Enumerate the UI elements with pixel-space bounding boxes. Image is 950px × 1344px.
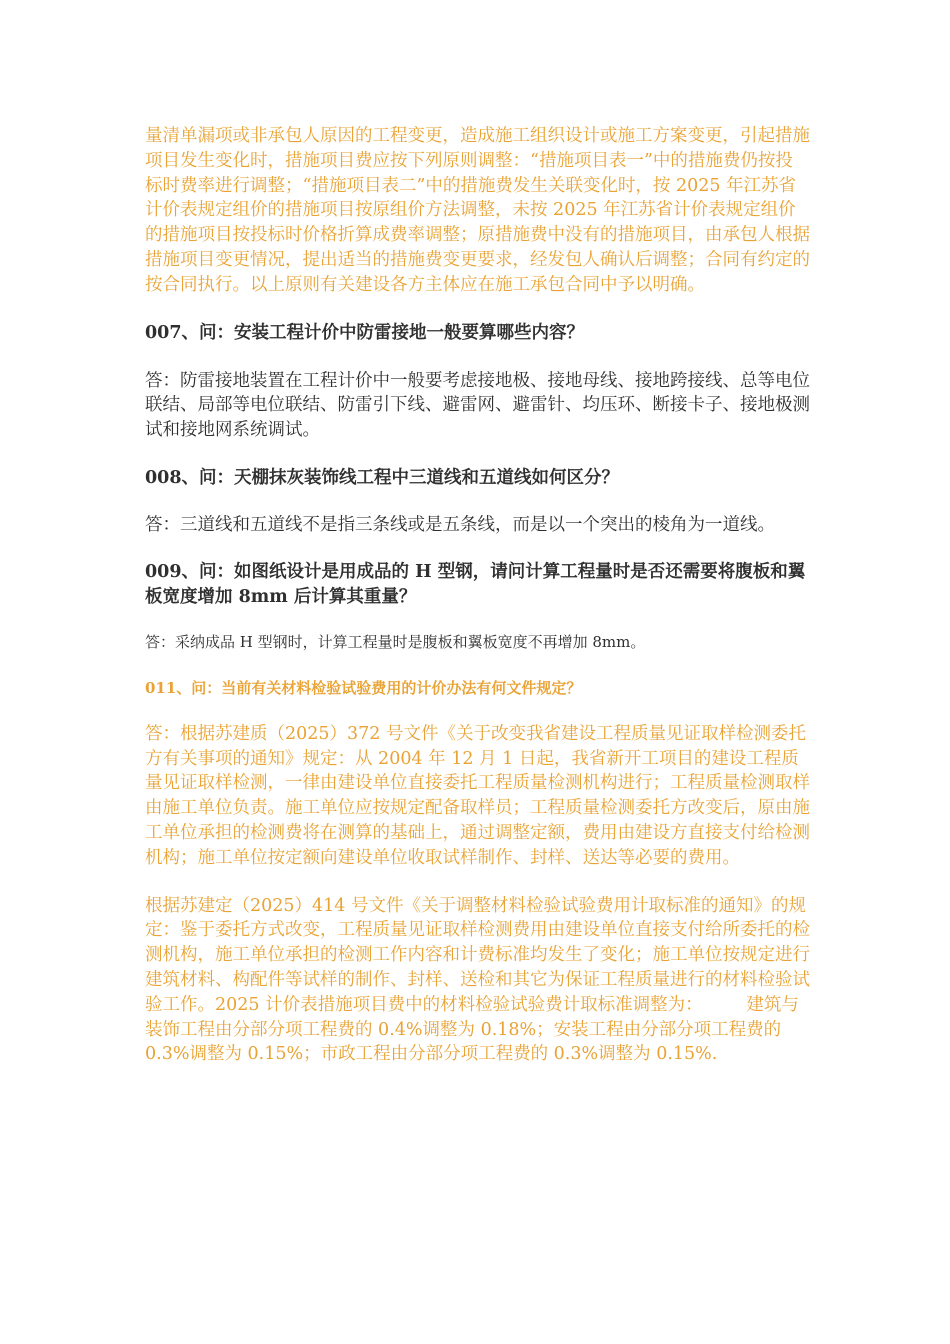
question-009: 009、问：如图纸设计是用成品的 H 型钢，请问计算工程量时是否还需要将腹板和翼板宽度增加 8mm 后计算其重量？ xyxy=(145,561,806,607)
question-011: 011、问：当前有关材料检验试验费用的计价办法有何文件规定？ xyxy=(145,678,582,697)
intro-paragraph: 量清单漏项或非承包人原因的工程变更，造成施工组织设计或施工方案变更，引起措施项目发生变化时，措施项目费应按下列原则调整：“措施项目表一”中的措施费仍按投标时费率进行调整；“措施项目表二”中的措施费发生关联变化时，按 2025 年江苏省计价表规定组价的措施项目按原组价方法调整，未按 2025 年江苏省计价表规定组价的措施项目按投标时价格折算成费率调整；原措施费中没有的措施项目，由承包人根据措施项目变更情况，提出适当的措施费变更要求，经发包人确认后调整；合同有约定的按合同执行。以上原则有关建设各方主体应在施工承包合同中予以明确。 xyxy=(145,126,810,295)
answer-011-part2: 根据苏建定（2025）414 号文件《关于调整材料检验试验费用计取标准的通知》的规定：鉴于委托方式改变，工程质量见证取样检测费用由建设单位直接支付给所委托的检测机构，施工单位承担的检测工作内容和计费标准均发生了变化；施工单位按规定进行建筑材料、构配件等试样的制作、封样、送检和其它为保证工程质量进行的材料检验试验工作。2025 计价表措施项目费中的材料检验试验费计取标准调整为： 建筑与装饰工程由分部分项工程费的 0.4%调整为 0.18%；安装工程由分部分项工程费的 0.3%调整为 0.15%；市政工程由分部分项工程费的 0.3%调整为 0.15%. xyxy=(145,895,810,1065)
answer-007: 答：防雷接地装置在工程计价中一般要考虑接地极、接地母线、接地跨接线、总等电位联结、局部等电位联结、防雷引下线、避雷网、避雷针、均压环、断接卡子、接地极测试和接地网系统调试。 xyxy=(145,370,810,441)
answer-009: 答：采纳成品 H 型钢时，计算工程量时是腹板和翼板宽度不再增加 8mm。 xyxy=(145,632,646,651)
answer-011-part1: 答：根据苏建质（2025）372 号文件《关于改变我省建设工程质量见证取样检测委托方有关事项的通知》规定：从 2004 年 12 月 1 日起，我省新开工项目的建设工程质量见证取样检测，一律由建设单位直接委托工程质量检测机构进行；工程质量检测取样由施工单位负责。施工单位应按规定配备取样员；工程质量检测委托方改变后，原由施工单位承担的检测费将在测算的基础上，通过调整定额，费用由建设方直接支付给检测机构；施工单位按定额向建设单位收取试样制作、封样、送达等必要的费用。 xyxy=(145,723,810,868)
question-008: 008、问：天棚抹灰装饰线工程中三道线和五道线如何区分？ xyxy=(145,467,620,488)
document-body xyxy=(145,124,810,1067)
answer-008: 答：三道线和五道线不是指三条线或是五条线，而是以一个突出的棱角为一道线。 xyxy=(145,514,775,535)
question-007: 007、问：安装工程计价中防雷接地一般要算哪些内容？ xyxy=(145,322,585,343)
